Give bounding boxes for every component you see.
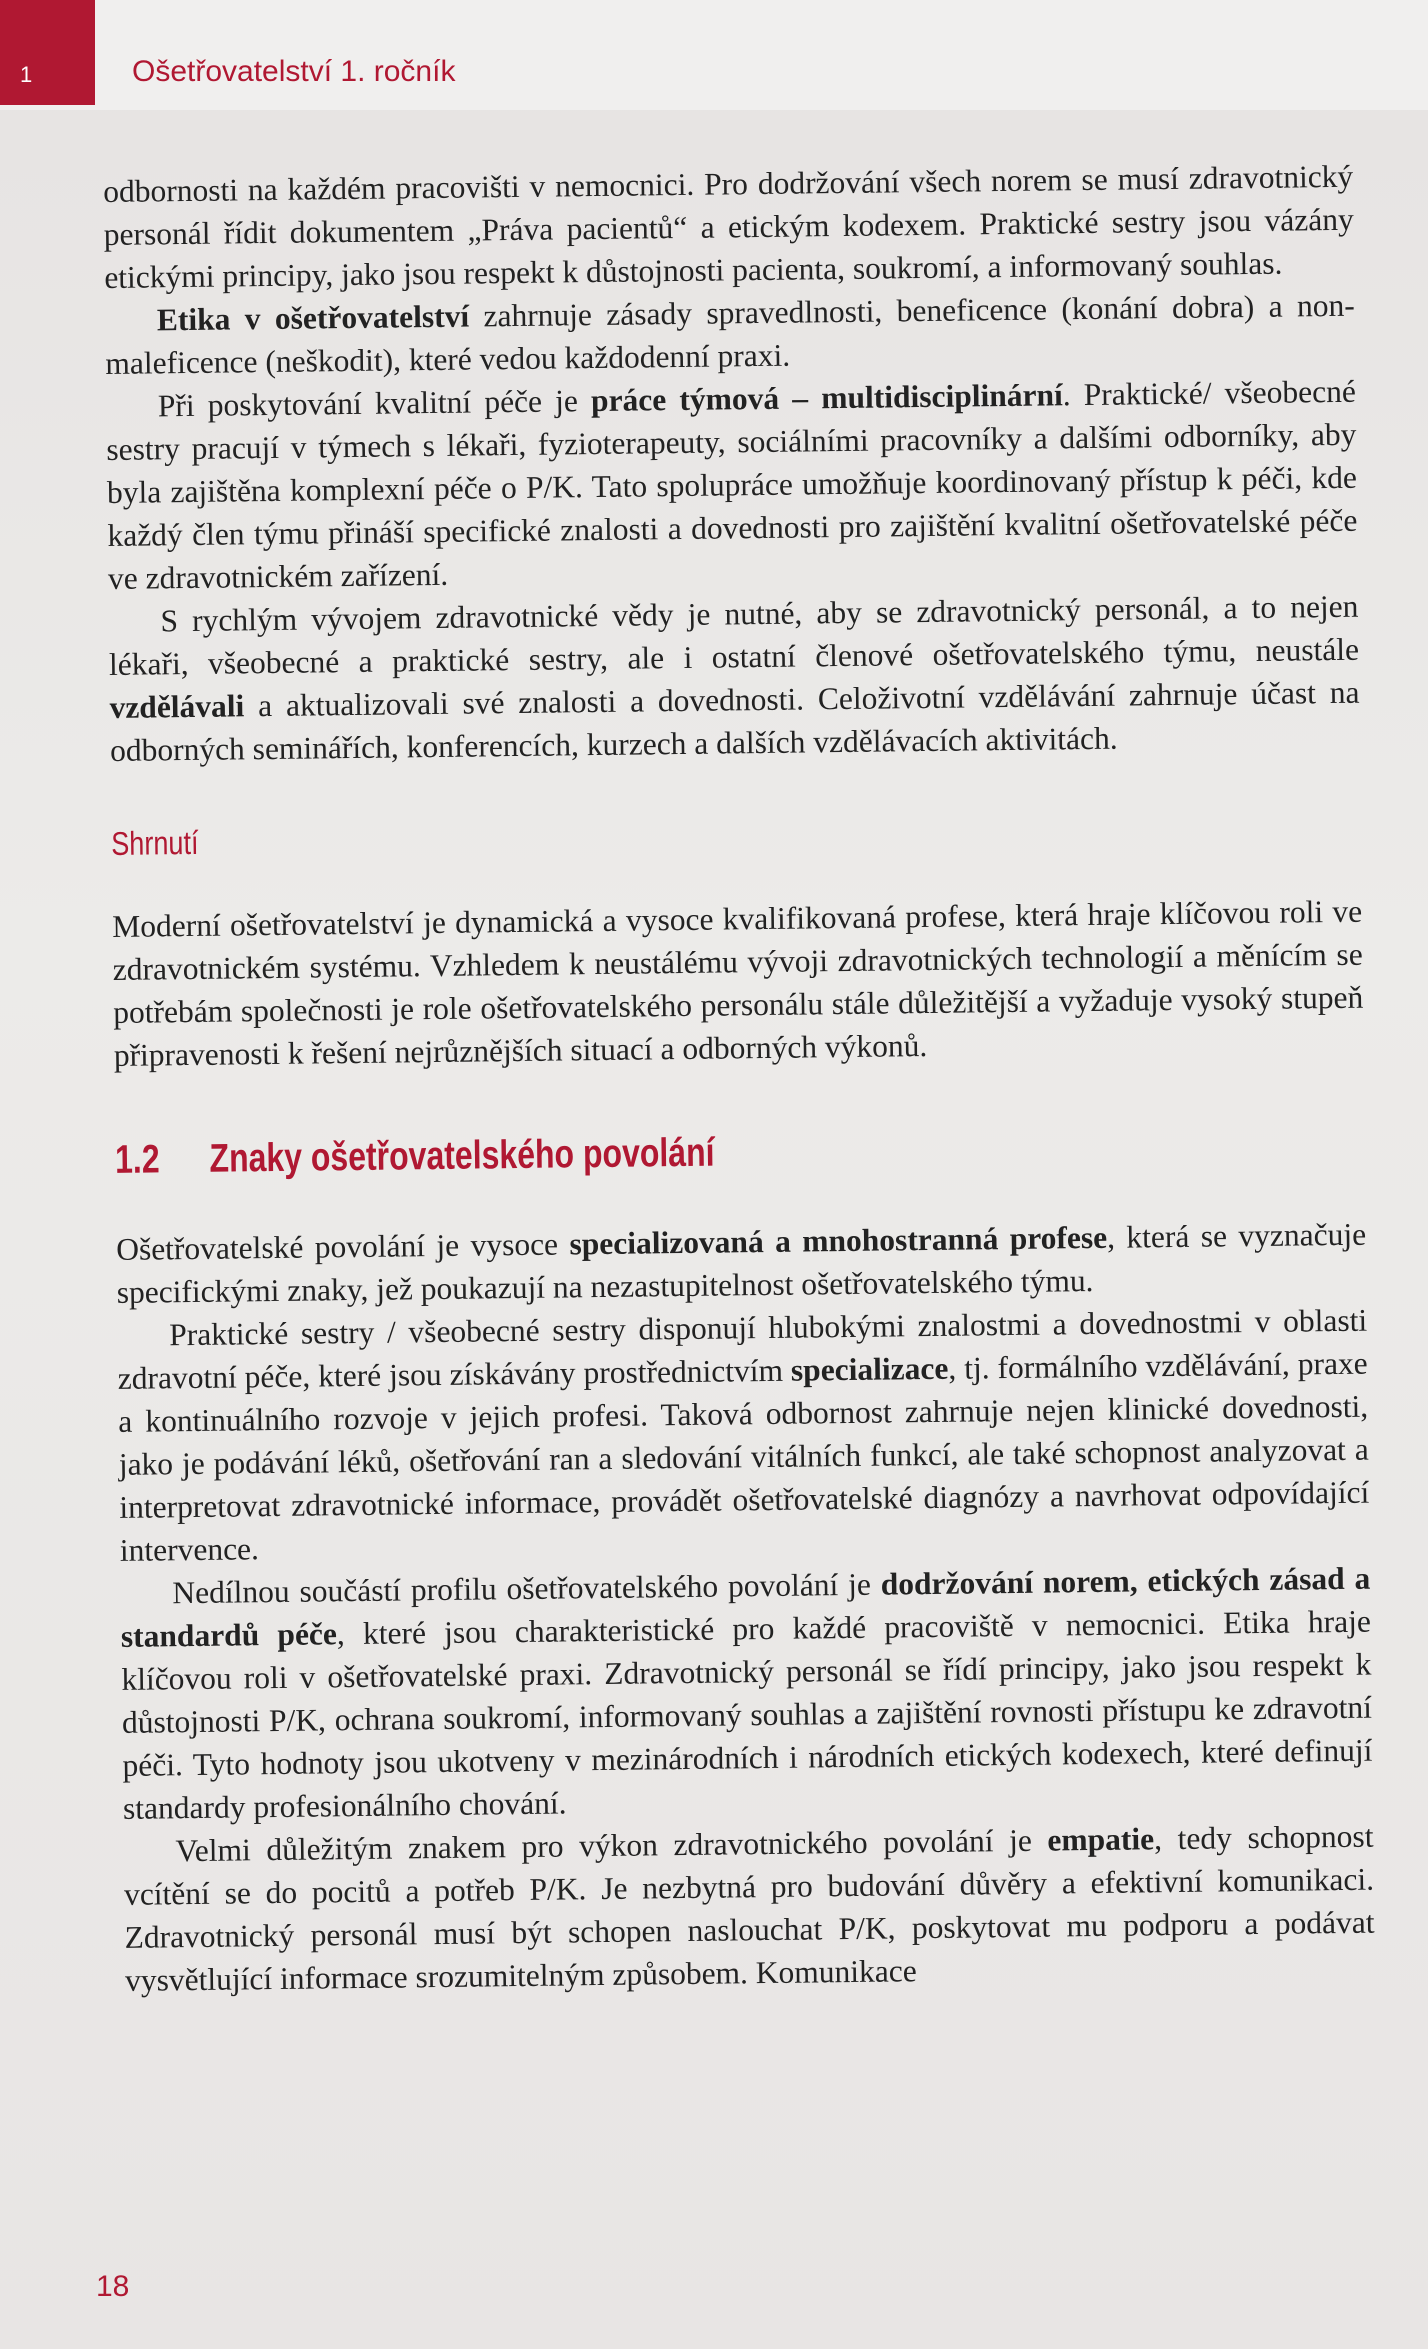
paragraph — [123, 1815, 1375, 2002]
paragraph-text: . Praktické/ všeobecné sestry pracují v týmech s lékaři, fyzioterapeuty, sociálními pracovníky a dalšími odborníky, aby byla zajištěna komplexní péče o P/K. Tato spolupráce umožňuje koordinovaný přístup k péči, kde každý člen týmu přináší specifické znalosti a dovednosti pro zajištění kvalitní ošetřovatelské péče ve zdravotnickém zařízení. — [106, 373, 1358, 596]
paragraph — [105, 284, 1356, 385]
summary-heading: Shrnutí — [111, 823, 199, 862]
running-head: Ošetřovatelství 1. ročník — [132, 55, 456, 88]
paragraph-text: , tedy schopnost vcítění se do pocitů a potřeb P/K. Je nezbytná pro budování důvěry a efektivní komunikaci. Zdravotnický personál musí být schopen naslouchat P/K, poskytovat mu podporu a podávat vysvětlující informace srozumitelným způsobem. Komunikace — [123, 1818, 1375, 1998]
paragraph — [103, 155, 1354, 299]
bold-term: empatie — [1047, 1821, 1155, 1858]
paragraph-text: Moderní ošetřovatelství je dynamická a vysoce kvalifikovaná profese, která hraje klíčovou roli ve zdravotnickém systému. Vzhledem k neustálému vývoji zdravotnických technologií a měnícím se potřebám společnosti je role ošetřovatelského personálu stále důležitější a vyžaduje vysoký stupeň připravenosti k řešení nejrůznějších situací a odborných výkonů. — [112, 893, 1364, 1073]
page-number: 18 — [96, 2270, 130, 2303]
page-body — [103, 155, 1375, 2002]
section-number: 1.2 — [114, 1137, 160, 1182]
bold-term: Etika v ošetřovatelství — [156, 298, 470, 338]
paragraph-text: zahrnuje zásady spravedlnosti, beneficence (konání dobra) a non-maleficence (neškodit), které vedou každodenní praxi. — [105, 287, 1355, 381]
paragraph-text: S rychlým vývojem zdravotnické vědy je nutné, aby se zdravotnický personál, a to nejen lékaři, všeobecné a praktické sestry, ale i ostatní členové ošetřovatelského týmu, neustále — [108, 588, 1360, 682]
paragraph — [106, 370, 1359, 600]
chapter-number: 1 — [20, 62, 33, 87]
paragraph — [117, 1299, 1370, 1572]
bold-term: specializovaná a mnohostranná profese — [569, 1219, 1108, 1262]
bold-term: práce týmová – multidisciplinární — [590, 377, 1063, 419]
paragraph-text: Nedílnou součástí profilu ošetřovatelského povolání je — [172, 1566, 881, 1611]
paragraph-text: Ošetřovatelské povolání je vysoce — [115, 1226, 570, 1267]
chapter-tab — [0, 0, 95, 105]
paragraph-text: a aktualizovali své znalosti a dovednosti. Celoživotní vzdělávání zahrnuje účast na odborných seminářích, konferencích, kurzech a dalších vzdělávacích aktivitách. — [109, 674, 1360, 768]
paragraph-text: Praktické sestry / všeobecné sestry disponují hlubokými znalostmi a dovednostmi v oblasti zdravotní péče, které jsou získávány prostřednictvím — [117, 1302, 1368, 1396]
paragraph-text: Při poskytování kvalitní péče je — [157, 383, 592, 424]
bold-term: specializace — [790, 1350, 949, 1388]
paragraph — [120, 1557, 1373, 1830]
section-title: Znaky ošetřovatelského povolání — [209, 1130, 715, 1181]
paragraph — [108, 585, 1360, 772]
paragraph-text: , které jsou charakteristické pro každé pracoviště v nemocnici. Etika hraje klíčovou roli v ošetřovatelské praxi. Zdravotnický personál se řídí principy, jako jsou respekt k důstojnosti P/K, ochrana soukromí, informovaný souhlas a zajištění rovnosti přístupu ke zdravotní péči. Tyto hodnoty jsou ukotveny v mezinárodních i národních etických kodexech, které definují standardy profesionálního chování. — [121, 1603, 1373, 1826]
paragraph-text: odbornosti na každém pracovišti v nemocnici. Pro dodržování všech norem se musí zdravotnický personál řídit dokumentem „Práva pacientů“ a etickým kodexem. Praktické sestry jsou vázány etickými principy, jako jsou respekt k důstojnosti pacienta, soukromí, a informovaný souhlas. — [103, 158, 1354, 295]
section-heading — [115, 1127, 1115, 1182]
bold-term: dodržování norem, etických zásad a standardů péče — [120, 1560, 1371, 1654]
paragraph-text: , která se vyznačuje specifickými znaky, jež poukazují na nezastupitelnost ošetřovatelského týmu. — [116, 1216, 1367, 1310]
summary-paragraph — [112, 890, 1364, 1077]
paragraph — [116, 1213, 1367, 1314]
paragraph-text: Velmi důležitým znakem pro výkon zdravotnického povolání je — [175, 1822, 1048, 1869]
paragraph-text: , tj. formálního vzdělávání, praxe a kontinuálního rozvoje v jejich profesi. Taková odbornost zahrnuje nejen klinické dovednosti, jako je podávání léků, ošetřování ran a sledování vitálních funkcí, ale také schopnost analyzovat a interpretovat zdravotnické informace, provádět ošetřovatelské diagnózy a navrhovat odpovídající intervence. — [118, 1345, 1370, 1568]
bold-term: vzdělávali — [109, 688, 245, 725]
